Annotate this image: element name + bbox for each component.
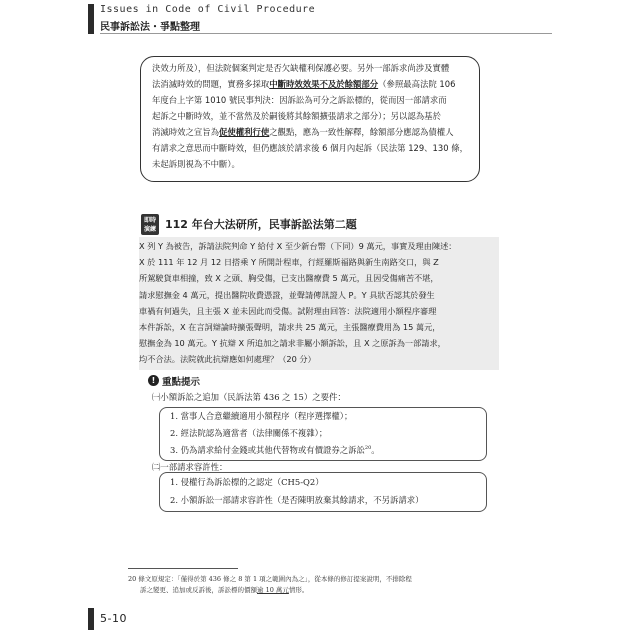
note-line: 有請求之意思而中斷時效，但仍應該於請求後 6 個月內起訴（民法第 129、130 條， <box>152 143 468 153</box>
footnote-span: 訴之變更、追加或反訴後，訴訟標的價額 <box>140 586 257 594</box>
header-title-english: Issues in Code of Civil Procedure <box>100 4 316 15</box>
footnote <box>128 574 500 596</box>
note-line <box>152 124 486 140</box>
footnote-underline: 逾 10 萬元 <box>257 586 289 594</box>
question-line: X 列 Y 為被告，訴請法院判命 Y 給付 X 至少新台幣（下同）9 萬元，事實及理由陳述： <box>139 241 457 251</box>
question-line: 車禍有何過失，且主張 X 並未因此而受傷。試附理由回答：法院適用小額程序審理 <box>139 305 437 316</box>
exercise-badge <box>141 214 159 235</box>
hint-title: 重點提示 <box>162 377 201 388</box>
question-line: 均不合法。法院就此抗辯應如何處理？（20 分） <box>139 354 316 365</box>
footnote-rule <box>128 568 238 569</box>
footnote-line <box>128 585 500 596</box>
question-line: 請求慰撫金 4 萬元，提出醫院收費憑證，並聲請傳訊證人 P。Y 具狀否認其於發生 <box>139 289 435 300</box>
note-line: 決效力所及），但法院個案判定是否欠缺權利保護必要。另外一部訴求尚涉及實體 <box>152 63 450 73</box>
note-span: （參照最高法院 106 <box>378 79 456 89</box>
exclamation-icon: ! <box>148 375 159 386</box>
hint-item-end: 。 <box>371 445 380 455</box>
hint-section-1-title: ㈠小額訴訟之追加（民訴法第 436 之 15）之要件： <box>152 392 346 402</box>
note-line <box>152 76 486 92</box>
hint-item <box>170 444 380 456</box>
question-line: X 於 111 年 12 月 12 日搭乘 Y 所開計程車，行經羅斯福路與新生南路交口，與 Z <box>139 257 439 268</box>
note-span: 消滅時效之宣旨為 <box>152 127 219 137</box>
exercise-badge-top: 即時 <box>143 217 156 224</box>
note-emphasis: 促使權利行使 <box>219 127 270 137</box>
hint-item: 1. 侵權行為訴訟標的之認定（CH5-Q2） <box>170 477 324 487</box>
header-title-chinese: 民事訴訟法・爭點整理 <box>100 22 200 33</box>
hint-item: 2. 小額訴訟一部請求容許性（是否陳明放棄其餘請求，不另訴請求） <box>170 495 424 505</box>
note-line: 年度台上字第 1010 號民事判決：因訴訟為可分之訴訟標的，從而因一部請求而 <box>152 95 447 105</box>
note-line: 起訴之中斷時效，並不當然及於嗣後將其餘額擴張請求之部分）；另以認為基於 <box>152 111 441 121</box>
note-line: 未起訴則視為不中斷）。 <box>152 159 240 169</box>
hint-item-text: 3. 仍為請求給付金錢或其他代替物或有價證券之訴訟 <box>170 445 365 455</box>
question-line: 慰撫金為 10 萬元。Y 抗辯 X 所追加之請求非屬小額訴訟，且 X 之原訴為一部請求， <box>139 338 446 349</box>
footnote-span: 情形。 <box>288 586 309 594</box>
footnote-ref: 20 <box>364 445 372 452</box>
page-number-bar <box>88 608 94 630</box>
hint-item: 2. 經法院認為適當者（法律關係不複雜）； <box>170 428 328 438</box>
note-span: 之觀點，應為一致性解釋，餘額部分應認為債權人 <box>269 127 454 137</box>
hint-section-2-title: ㈡一部請求容許性： <box>152 462 228 472</box>
header-accent-bar <box>88 4 94 34</box>
note-emphasis: 中斷時效效果不及於餘額部分 <box>269 79 379 89</box>
page-number: 5-10 <box>100 612 127 625</box>
question-line: 所駕駛貨車相撞，致 X 之頭、胸受傷，已支出醫療費 5 萬元，且因受傷痛苦不堪， <box>139 273 439 284</box>
header-rule <box>100 33 552 34</box>
exercise-title: 112 年台大法研所，民事訴訟法第二題 <box>165 218 357 231</box>
question-line: 本件訴訟，X 在言詞辯論時擴張聲明，請求共 25 萬元，主張醫療費用為 15 萬元， <box>139 322 441 333</box>
hint-item: 1. 當事人合意繼續適用小額程序（程序選擇權）； <box>170 411 353 421</box>
footnote-line: 20 條文原規定：「僅得於第 436 條之 8 第 1 項之範圍內為之」，從本條的修訂提案說明，不排除程 <box>128 575 412 583</box>
exercise-badge-bottom: 演練 <box>143 226 156 233</box>
question-text <box>139 238 499 368</box>
note-span: 法消滅時效的問題，實務多採取 <box>152 79 270 89</box>
note-text <box>152 60 486 172</box>
